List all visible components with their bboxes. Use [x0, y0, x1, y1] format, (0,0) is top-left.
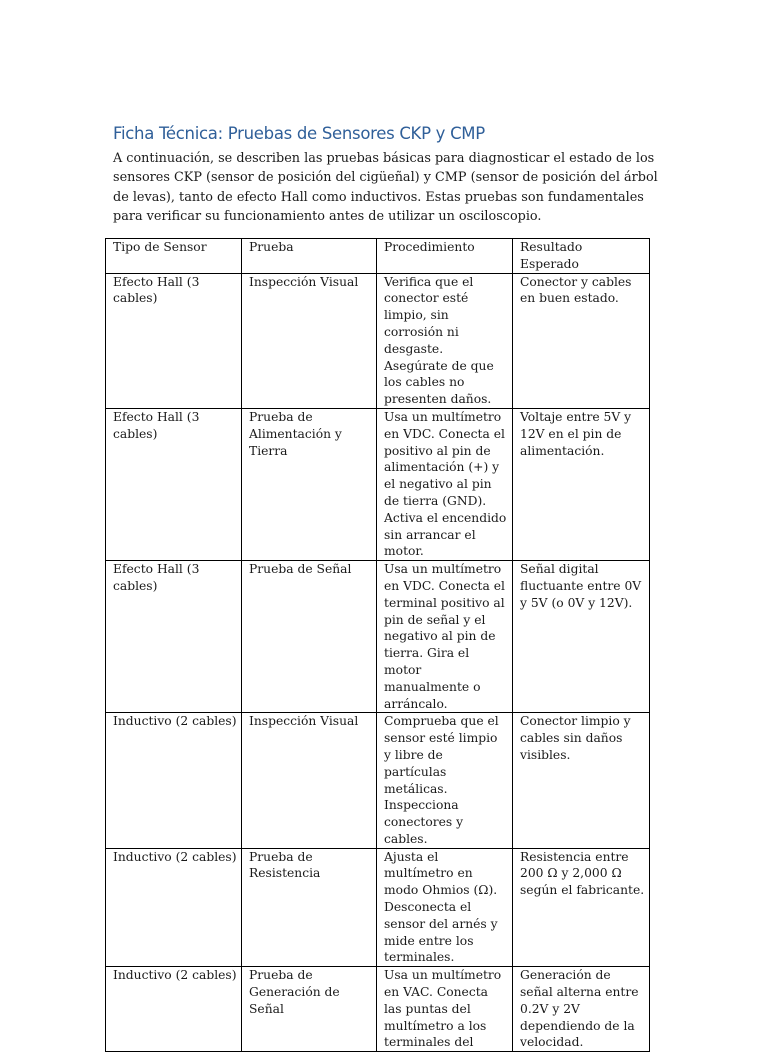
header-tipo-de-sensor: Tipo de Sensor [106, 239, 242, 274]
cell-resultado [513, 967, 650, 1052]
cell-tipo: Inductivo (2 cables) [106, 848, 242, 967]
cell-procedimiento: Verifica que el conector esté limpio, sin corrosión ni desgaste. Asegúrate de que los cables no presenten daños. [377, 273, 513, 408]
cell-procedimiento [377, 967, 513, 1052]
cell-prueba: Prueba de Alimentación y Tierra [242, 408, 377, 560]
cell-resultado: Conector limpio y cables sin daños visibles. [513, 713, 650, 848]
header-procedimiento: Procedimiento [377, 239, 513, 274]
cell-resultado: Señal digital fluctuante entre 0V y 5V (o 0V y 12V). [513, 561, 650, 713]
cell-procedimiento: Ajusta el multímetro en modo Ohmios (Ω). Desconecta el sensor del arnés y mide entre los terminales. [377, 848, 513, 967]
table-row [106, 967, 650, 1052]
cell-tipo: Efecto Hall (3 cables) [106, 273, 242, 408]
cell-procedimiento: Usa un multímetro en VDC. Conecta el terminal positivo al pin de señal y el negativo al pin de tierra. Gira el motor manualmente o arráncalo. [377, 561, 513, 713]
cell-resultado: Voltaje entre 5V y 12V en el pin de alimentación. [513, 408, 650, 560]
cell-resultado: Conector y cables en buen estado. [513, 273, 650, 408]
cell-tipo [106, 967, 242, 1052]
table-row [106, 713, 650, 848]
cell-tipo: Efecto Hall (3 cables) [106, 408, 242, 560]
cell-procedimiento: Comprueba que el sensor esté limpio y libre de partículas metálicas. Inspecciona conectores y cables. [377, 713, 513, 848]
table-row [106, 848, 650, 967]
cell-prueba: Inspección Visual [242, 713, 377, 848]
cell-procedimiento-text: Usa un multímetro en VAC. Conecta las puntas del multímetro a los terminales del [384, 968, 502, 1050]
cell-procedimiento: Usa un multímetro en VDC. Conecta el positivo al pin de alimentación (+) y el negativo al pin de tierra (GND). Activa el encendido sin arrancar el motor. [377, 408, 513, 560]
cell-prueba: Inspección Visual [242, 273, 377, 408]
cell-prueba: Prueba de Resistencia [242, 848, 377, 967]
table-row [106, 561, 650, 713]
cell-tipo: Efecto Hall (3 cables) [106, 561, 242, 713]
header-resultado-esperado: Resultado Esperado [513, 239, 650, 274]
cell-resultado-text: Generación de señal alterna entre 0.2V y 2V dependiendo de la velocidad. [520, 968, 639, 1050]
cell-prueba-text: Prueba de Generación de Señal [249, 968, 340, 1016]
table-row [106, 408, 650, 560]
cell-prueba: Prueba de Señal [242, 561, 377, 713]
cell-resultado: Resistencia entre 200 Ω y 2,000 Ω según el fabricante. [513, 848, 650, 967]
sensor-tests-table [105, 238, 650, 1052]
table-row [106, 273, 650, 408]
intro-paragraph: A continuación, se describen las pruebas básicas para diagnosticar el estado de los sensores CKP (sensor de posición del cigüeñal) y CMP (sensor de posición del árbol de levas), tanto de efecto Hall como inductivos. Estas pruebas son fundamentales para verificar su funcionamiento antes de utilizar un osciloscopio. [113, 151, 658, 224]
header-prueba: Prueba [242, 239, 377, 274]
cell-prueba [242, 967, 377, 1052]
document-title: Ficha Técnica: Pruebas de Sensores CKP y CMP [113, 124, 485, 143]
table-header-row [106, 239, 650, 274]
cell-tipo-text: Inductivo (2 cables) [113, 968, 237, 983]
cell-tipo: Inductivo (2 cables) [106, 713, 242, 848]
